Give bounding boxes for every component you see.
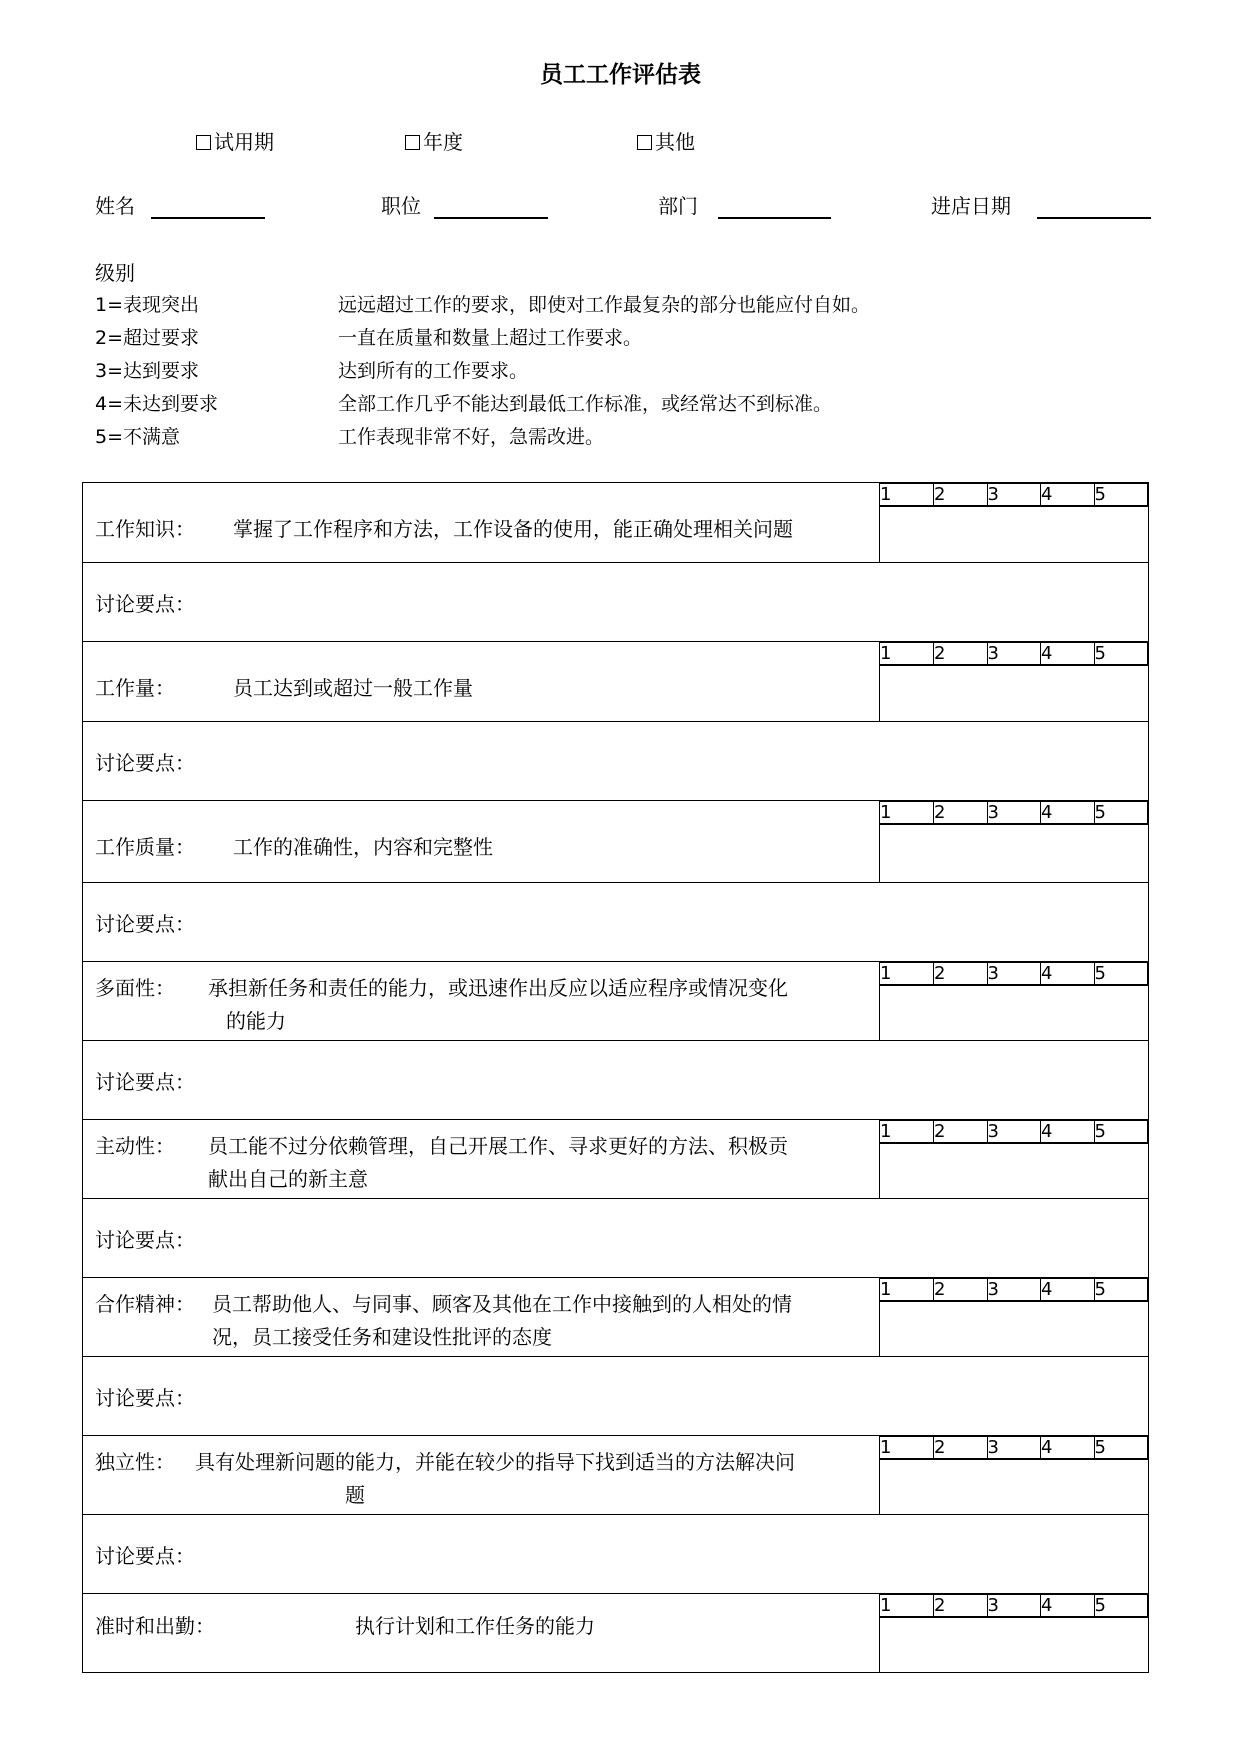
criterion-description: 员工达到或超过一般工作量 [233, 676, 473, 700]
checkbox-icon[interactable] [637, 135, 652, 150]
score-checkbox[interactable] [1041, 1617, 1095, 1618]
criterion-text [95, 1610, 595, 1643]
criterion-row [83, 642, 1149, 722]
score-checkbox[interactable] [1094, 824, 1148, 825]
checkbox-label: 试用期 [214, 130, 274, 154]
discussion-label: 讨论要点： [95, 1385, 195, 1410]
checkbox-label: 年度 [423, 130, 463, 154]
criterion-row [83, 483, 1149, 563]
score-checkbox[interactable] [934, 506, 988, 507]
criterion-name: 合作精神： [95, 1292, 195, 1316]
discussion-field[interactable] [83, 1357, 1149, 1436]
criterion-cell [83, 801, 880, 883]
discussion-row [83, 1515, 1149, 1594]
score-checkbox[interactable] [987, 985, 1041, 986]
score-label: 3 [987, 802, 1041, 824]
score-checkbox[interactable] [1094, 1459, 1148, 1460]
score-label: 4 [1041, 1121, 1095, 1143]
score-label: 1 [880, 1595, 934, 1617]
score-label: 3 [987, 484, 1041, 506]
criterion-cell [83, 1120, 880, 1199]
discussion-row [83, 1041, 1149, 1120]
score-grid [880, 642, 1148, 666]
score-cell [880, 483, 1149, 563]
criterion-cell [83, 483, 880, 563]
score-checkbox[interactable] [880, 824, 934, 825]
level-desc: 达到所有的工作要求。 [338, 360, 529, 382]
score-label: 1 [880, 484, 934, 506]
score-checkbox[interactable] [880, 665, 934, 666]
score-label: 1 [880, 1121, 934, 1143]
criterion-name: 多面性： [95, 976, 175, 1000]
score-checkbox[interactable] [1041, 824, 1095, 825]
score-label: 2 [934, 643, 988, 665]
criterion-name: 独立性： [95, 1450, 175, 1474]
score-checkbox[interactable] [934, 824, 988, 825]
score-label: 5 [1094, 1595, 1148, 1617]
level-desc: 一直在质量和数量上超过工作要求。 [338, 327, 643, 349]
discussion-row [83, 883, 1149, 962]
criterion-text [95, 1446, 795, 1512]
checkbox-annual[interactable] [405, 126, 463, 155]
score-label: 3 [987, 1121, 1041, 1143]
score-checkbox[interactable] [934, 1617, 988, 1618]
discussion-label: 讨论要点： [95, 1069, 195, 1094]
score-checkbox[interactable] [934, 985, 988, 986]
discussion-row [83, 563, 1149, 642]
score-cell [880, 642, 1149, 722]
join-date-input-line[interactable] [1037, 217, 1151, 219]
evaluation-table [82, 482, 1149, 1673]
score-grid [880, 1436, 1148, 1460]
level-code: 5=不满意 [95, 426, 181, 448]
discussion-row [83, 1357, 1149, 1436]
discussion-row [83, 1199, 1149, 1278]
join-date-label: 进店日期 [931, 194, 1011, 218]
level-desc: 全部工作几乎不能达到最低工作标准，或经常达不到标准。 [338, 393, 833, 415]
criterion-row [83, 962, 1149, 1041]
checkbox-probation[interactable] [196, 126, 274, 155]
discussion-field[interactable] [83, 1515, 1149, 1594]
score-checkbox[interactable] [1041, 985, 1095, 986]
score-checkbox[interactable] [934, 1301, 988, 1302]
score-checkbox[interactable] [1094, 665, 1148, 666]
score-label: 1 [880, 802, 934, 824]
score-label: 4 [1041, 963, 1095, 985]
score-grid [880, 962, 1148, 986]
score-checkbox[interactable] [1094, 506, 1148, 507]
criterion-text [95, 1288, 792, 1354]
criterion-text [95, 831, 493, 864]
score-checkbox[interactable] [1094, 985, 1148, 986]
discussion-field[interactable] [83, 1199, 1149, 1278]
score-label: 4 [1041, 802, 1095, 824]
criterion-row [83, 1594, 1149, 1673]
score-checkbox[interactable] [934, 1143, 988, 1144]
score-label: 2 [934, 1279, 988, 1301]
score-checkbox[interactable] [880, 1143, 934, 1144]
score-label: 1 [880, 1437, 934, 1459]
score-label: 3 [987, 1595, 1041, 1617]
score-cell [880, 801, 1149, 883]
criterion-description: 具有处理新问题的能力，并能在较少的指导下找到适当的方法解决问 [195, 1450, 795, 1474]
criterion-description: 员工帮助他人、与同事、顾客及其他在工作中接触到的人相处的情 [212, 1292, 792, 1316]
criterion-description-cont: 题 [345, 1483, 365, 1507]
criterion-cell [83, 642, 880, 722]
criterion-description: 执行计划和工作任务的能力 [355, 1614, 595, 1638]
score-grid [880, 1278, 1148, 1302]
score-checkbox[interactable] [987, 1459, 1041, 1460]
criterion-name: 主动性： [95, 1134, 175, 1158]
department-label: 部门 [658, 194, 698, 218]
score-grid [880, 1120, 1148, 1144]
discussion-field[interactable] [83, 563, 1149, 642]
criterion-description: 员工能不过分依赖管理，自己开展工作、寻求更好的方法、积极贡 [208, 1134, 788, 1158]
criterion-name: 准时和出勤： [95, 1614, 215, 1638]
score-label: 4 [1041, 1595, 1095, 1617]
score-label: 2 [934, 1121, 988, 1143]
criterion-cell [83, 1278, 880, 1357]
score-label: 3 [987, 1437, 1041, 1459]
score-checkbox[interactable] [1094, 1301, 1148, 1302]
level-desc: 工作表现非常不好，急需改进。 [338, 426, 605, 448]
score-checkbox[interactable] [880, 506, 934, 507]
score-label: 5 [1094, 643, 1148, 665]
score-label: 3 [987, 643, 1041, 665]
score-label: 4 [1041, 643, 1095, 665]
score-checkbox[interactable] [1041, 1459, 1095, 1460]
discussion-field[interactable] [83, 883, 1149, 962]
score-cell [880, 1436, 1149, 1515]
score-checkbox[interactable] [934, 665, 988, 666]
score-grid [880, 801, 1148, 825]
level-desc: 远远超过工作的要求，即使对工作最复杂的部分也能应付自如。 [338, 294, 871, 316]
score-checkbox[interactable] [934, 1459, 988, 1460]
score-grid [880, 1594, 1148, 1618]
score-checkbox[interactable] [880, 985, 934, 986]
criterion-row [83, 1120, 1149, 1199]
department-input-line[interactable] [718, 217, 831, 219]
score-label: 5 [1094, 484, 1148, 506]
score-checkbox[interactable] [987, 824, 1041, 825]
checkbox-other[interactable] [637, 126, 695, 155]
score-checkbox[interactable] [1094, 1143, 1148, 1144]
score-label: 5 [1094, 1279, 1148, 1301]
score-checkbox[interactable] [880, 1459, 934, 1460]
discussion-label: 讨论要点： [95, 1543, 195, 1568]
criterion-text [95, 672, 473, 705]
checkbox-icon[interactable] [405, 135, 420, 150]
score-checkbox[interactable] [1041, 1143, 1095, 1144]
score-label: 2 [934, 1595, 988, 1617]
score-checkbox[interactable] [987, 1143, 1041, 1144]
score-label: 4 [1041, 1279, 1095, 1301]
score-checkbox[interactable] [1041, 506, 1095, 507]
score-label: 1 [880, 1279, 934, 1301]
criterion-description: 掌握了工作程序和方法，工作设备的使用，能正确处理相关问题 [233, 517, 793, 541]
discussion-row [83, 722, 1149, 801]
criterion-cell [83, 962, 880, 1041]
score-cell [880, 1278, 1149, 1357]
checkbox-label: 其他 [655, 130, 695, 154]
score-label: 3 [987, 1279, 1041, 1301]
score-checkbox[interactable] [987, 1301, 1041, 1302]
level-code: 3=达到要求 [95, 360, 200, 382]
score-label: 3 [987, 963, 1041, 985]
page-title: 员工工作评估表 [540, 62, 701, 88]
score-label: 5 [1094, 802, 1148, 824]
score-label: 1 [880, 643, 934, 665]
score-cell [880, 1594, 1149, 1673]
score-checkbox[interactable] [880, 1617, 934, 1618]
score-checkbox[interactable] [987, 665, 1041, 666]
score-checkbox[interactable] [880, 1301, 934, 1302]
score-label: 2 [934, 484, 988, 506]
discussion-label: 讨论要点： [95, 591, 195, 616]
levels-heading: 级别 [95, 261, 135, 285]
criterion-description-cont: 况，员工接受任务和建设性批评的态度 [212, 1325, 552, 1349]
discussion-label: 讨论要点： [95, 1227, 195, 1252]
score-checkbox[interactable] [987, 506, 1041, 507]
level-code: 4=未达到要求 [95, 393, 219, 415]
score-cell [880, 962, 1149, 1041]
score-checkbox[interactable] [1041, 1301, 1095, 1302]
score-label: 5 [1094, 1121, 1148, 1143]
criterion-text [95, 1130, 788, 1196]
criterion-name: 工作质量： [95, 835, 195, 859]
discussion-label: 讨论要点： [95, 911, 195, 936]
position-label: 职位 [381, 194, 421, 218]
criterion-name: 工作量： [95, 676, 175, 700]
criterion-cell [83, 1594, 880, 1673]
criterion-row [83, 801, 1149, 883]
discussion-field[interactable] [83, 1041, 1149, 1120]
score-checkbox[interactable] [1094, 1617, 1148, 1618]
criterion-row [83, 1436, 1149, 1515]
criterion-description-cont: 的能力 [226, 1009, 286, 1033]
criterion-description-cont: 献出自己的新主意 [208, 1167, 368, 1191]
position-input-line[interactable] [434, 217, 548, 219]
criterion-text [95, 513, 793, 546]
name-label: 姓名 [95, 194, 135, 218]
score-checkbox[interactable] [987, 1617, 1041, 1618]
score-label: 2 [934, 1437, 988, 1459]
criterion-text [95, 972, 788, 1038]
criterion-description: 承担新任务和责任的能力，或迅速作出反应以适应程序或情况变化 [208, 976, 788, 1000]
score-label: 1 [880, 963, 934, 985]
score-checkbox[interactable] [1041, 665, 1095, 666]
score-label: 5 [1094, 963, 1148, 985]
score-label: 2 [934, 802, 988, 824]
score-cell [880, 1120, 1149, 1199]
name-input-line[interactable] [151, 217, 265, 219]
criterion-row [83, 1278, 1149, 1357]
score-grid [880, 483, 1148, 507]
score-label: 5 [1094, 1437, 1148, 1459]
score-label: 4 [1041, 484, 1095, 506]
criterion-cell [83, 1436, 880, 1515]
criterion-description: 工作的准确性，内容和完整性 [233, 835, 493, 859]
score-label: 2 [934, 963, 988, 985]
score-label: 4 [1041, 1437, 1095, 1459]
level-code: 2=超过要求 [95, 327, 200, 349]
level-code: 1=表现突出 [95, 294, 200, 316]
discussion-field[interactable] [83, 722, 1149, 801]
checkbox-icon[interactable] [196, 135, 211, 150]
discussion-label: 讨论要点： [95, 750, 195, 775]
criterion-name: 工作知识： [95, 517, 195, 541]
